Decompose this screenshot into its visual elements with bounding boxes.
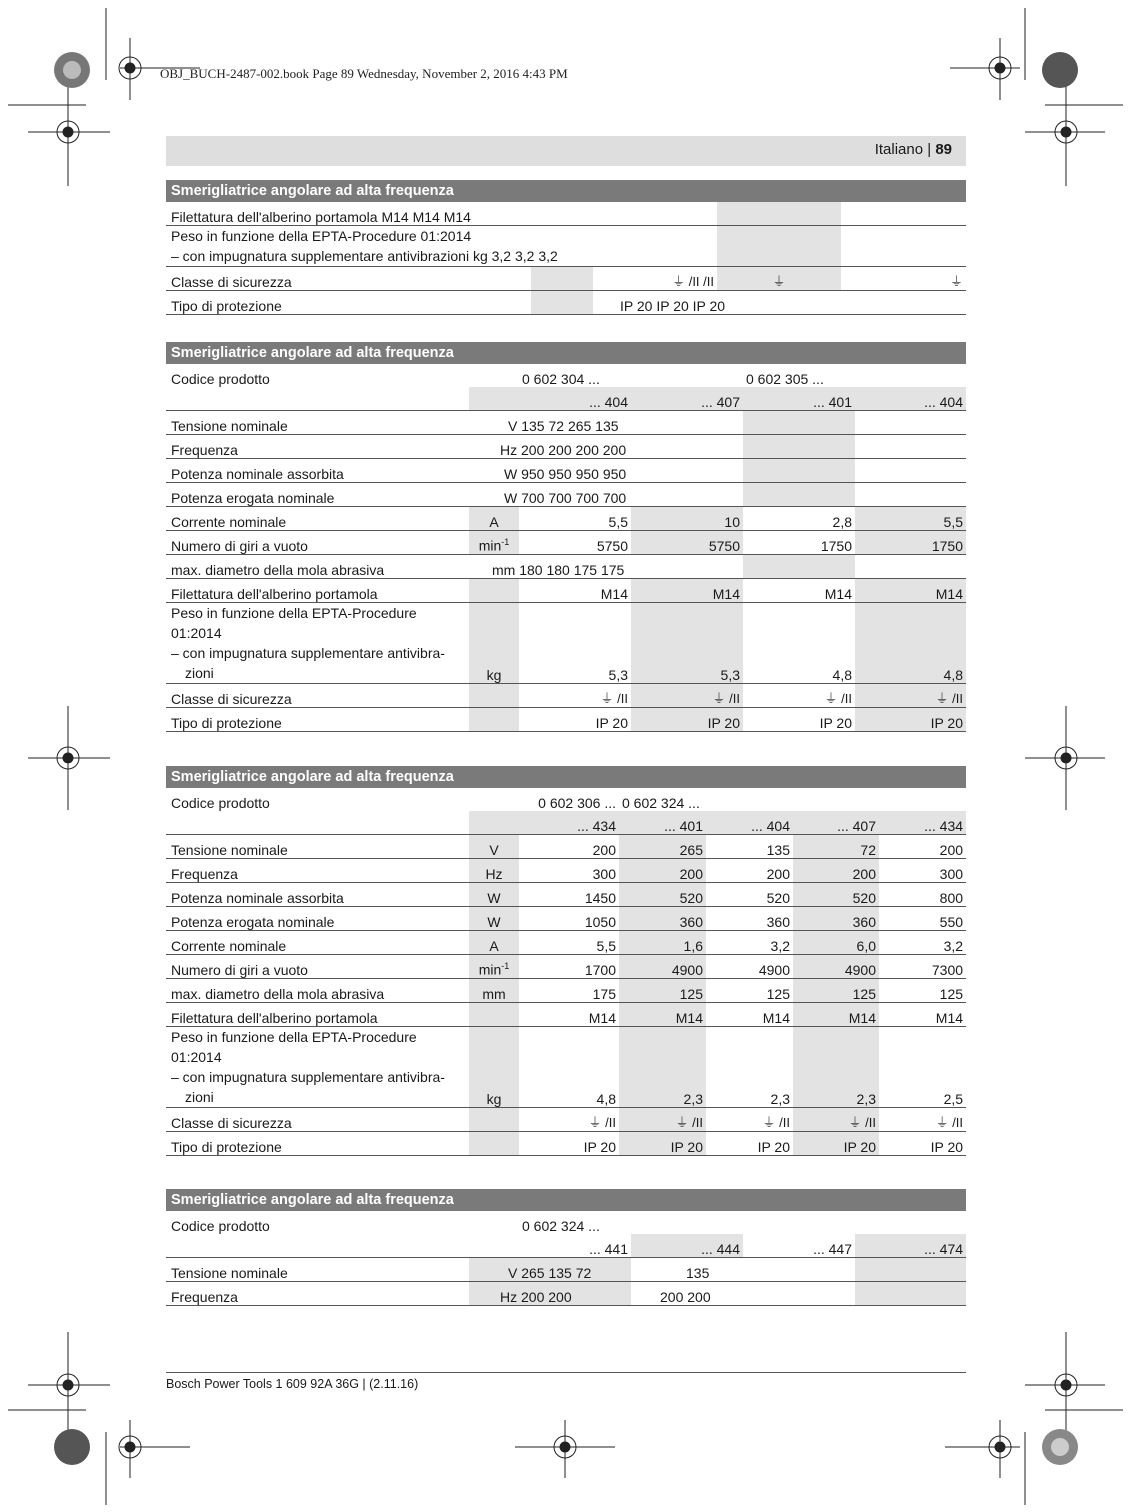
table-row bbox=[166, 507, 966, 531]
footer-text: Bosch Power Tools 1 609 92A 36G | (2.11.16) bbox=[166, 1377, 419, 1391]
table-row bbox=[166, 364, 966, 387]
row-label: Filettatura dell'alberino portamola M14 M14 M14 bbox=[166, 202, 593, 226]
variant-code: ... 407 bbox=[631, 387, 743, 411]
value-cell: 1,6 bbox=[619, 931, 706, 955]
row-label: Potenza nominale assorbita bbox=[166, 459, 469, 483]
value-cell: 5,3 bbox=[519, 603, 631, 684]
table-row bbox=[166, 202, 966, 226]
row-label: Numero di giri a vuoto bbox=[166, 531, 469, 555]
spec-table-4 bbox=[166, 1211, 966, 1306]
value-cell: 175 bbox=[519, 979, 619, 1003]
table-row bbox=[166, 1132, 966, 1156]
table-row bbox=[166, 1258, 966, 1282]
value-cell: IP 20 bbox=[793, 1132, 879, 1156]
value-cell: 1750 bbox=[743, 531, 855, 555]
value-cell: ⏚ /II bbox=[743, 684, 855, 708]
spec-table-1 bbox=[166, 202, 966, 315]
value-cell: 3,2 bbox=[706, 931, 793, 955]
value-cell: 5750 bbox=[631, 531, 743, 555]
table-row bbox=[166, 788, 966, 811]
table-row bbox=[166, 1003, 966, 1027]
value-cell: 300 bbox=[519, 859, 619, 883]
value-cell: mm 180 180 175 175 bbox=[469, 555, 631, 579]
value-cell: ⏚ /II bbox=[855, 684, 966, 708]
spec-section-1 bbox=[166, 180, 966, 315]
row-label: Codice prodotto bbox=[171, 1218, 270, 1234]
row-label: max. diametro della mola abrasiva bbox=[166, 555, 469, 579]
section-title: Smerigliatrice angolare ad alta frequenza bbox=[166, 180, 966, 202]
value-cell: IP 20 bbox=[619, 1132, 706, 1156]
unit-cell: $\min^{-1}$ bbox=[469, 955, 519, 979]
value-cell: 4,8 bbox=[743, 603, 855, 684]
row-label: Tensione nominale bbox=[166, 1258, 469, 1282]
value-cell: ⏚ /II /II bbox=[593, 267, 717, 291]
table-row bbox=[166, 835, 966, 859]
value-cell: M14 bbox=[743, 579, 855, 603]
row-label: max. diametro della mola abrasiva bbox=[166, 979, 469, 1003]
table-row bbox=[166, 483, 966, 507]
value-cell: 5,3 bbox=[631, 603, 743, 684]
unit-cell: V bbox=[469, 835, 519, 859]
value-cell: 2,3 bbox=[793, 1027, 879, 1108]
product-code: 0 602 306 ... bbox=[538, 795, 616, 811]
value-cell: 360 bbox=[793, 907, 879, 931]
unit-cell: Hz bbox=[469, 859, 519, 883]
variant-code: ... 444 bbox=[631, 1234, 743, 1258]
spec-section-3 bbox=[166, 766, 966, 1156]
product-code: 0 602 324 ... bbox=[622, 795, 700, 811]
value-cell: ⏚ /II bbox=[519, 684, 631, 708]
row-label: Codice prodotto bbox=[171, 371, 270, 387]
value-cell: 125 bbox=[706, 979, 793, 1003]
page-footer bbox=[166, 1372, 966, 1391]
value-cell: 5,5 bbox=[519, 931, 619, 955]
table-row bbox=[166, 459, 966, 483]
language-label: Italiano bbox=[874, 141, 924, 158]
row-label: Tensione nominale bbox=[166, 835, 469, 859]
value-cell: 1050 bbox=[519, 907, 619, 931]
value-cell: IP 20 bbox=[743, 708, 855, 732]
variant-code: ... 404 bbox=[519, 387, 631, 411]
value-cell: IP 20 bbox=[519, 1132, 619, 1156]
row-label: Potenza erogata nominale bbox=[166, 483, 469, 507]
variant-code: ... 441 bbox=[519, 1234, 631, 1258]
value-cell: 4,8 bbox=[855, 603, 966, 684]
value-cell: 520 bbox=[793, 883, 879, 907]
table-row bbox=[166, 387, 966, 411]
table-row bbox=[166, 531, 966, 555]
value-cell: 10 bbox=[631, 507, 743, 531]
section-title: Smerigliatrice angolare ad alta frequenza bbox=[166, 766, 966, 788]
value-cell: 2,8 bbox=[743, 507, 855, 531]
table-row bbox=[166, 1234, 966, 1258]
value-cell: 200 bbox=[879, 835, 966, 859]
row-label: Frequenza bbox=[166, 859, 469, 883]
variant-code: ... 401 bbox=[743, 387, 855, 411]
value-cell: 360 bbox=[619, 907, 706, 931]
table-row bbox=[166, 931, 966, 955]
row-label: Peso in funzione della EPTA-Procedure 01:2014 – con impugnatura supplementare antivibrazioni kg 3,2 3,2 3,2 bbox=[166, 226, 593, 267]
unit-cell: mm bbox=[469, 979, 519, 1003]
row-label: Tensione nominale bbox=[166, 411, 469, 435]
value-cell: 4,8 bbox=[519, 1027, 619, 1108]
table-row bbox=[166, 1108, 966, 1132]
value-cell: 125 bbox=[879, 979, 966, 1003]
spec-section-2 bbox=[166, 342, 966, 732]
value-cell: ⏚ /II bbox=[793, 1108, 879, 1132]
page-label bbox=[875, 141, 952, 158]
value-cell: 125 bbox=[619, 979, 706, 1003]
row-label: Potenza erogata nominale bbox=[166, 907, 469, 931]
variant-code: ... 474 bbox=[855, 1234, 966, 1258]
value-cell: 135 bbox=[706, 835, 793, 859]
unit-cell: A bbox=[469, 507, 519, 531]
value-cell: W 700 700 700 700 bbox=[469, 483, 631, 507]
value-cell: IP 20 IP 20 IP 20 bbox=[593, 291, 841, 315]
value-cell: ⏚ /II bbox=[631, 684, 743, 708]
value-cell: IP 20 bbox=[879, 1132, 966, 1156]
value-cell: Hz 200 200 200 200 bbox=[469, 435, 631, 459]
row-label: Corrente nominale bbox=[166, 507, 469, 531]
value-cell: 550 bbox=[879, 907, 966, 931]
value-cell: ⏚ bbox=[717, 267, 841, 291]
value-cell: 4900 bbox=[793, 955, 879, 979]
page-number: 89 bbox=[935, 141, 952, 158]
value-cell: 1750 bbox=[855, 531, 966, 555]
table-row bbox=[166, 267, 966, 291]
product-code: 0 602 324 ... bbox=[522, 1218, 600, 1234]
table-row bbox=[166, 1027, 966, 1108]
table-row bbox=[166, 979, 966, 1003]
value-cell: 2,3 bbox=[619, 1027, 706, 1108]
spec-table-3 bbox=[166, 788, 966, 1156]
value-cell: 6,0 bbox=[793, 931, 879, 955]
table-row bbox=[166, 1211, 966, 1234]
value-cell: 5,5 bbox=[519, 507, 631, 531]
row-label: Filettatura dell'alberino portamola bbox=[166, 1003, 469, 1027]
value-cell: ⏚ bbox=[841, 267, 966, 291]
unit-cell: A bbox=[469, 931, 519, 955]
table-row bbox=[166, 226, 966, 267]
row-label: Frequenza bbox=[166, 435, 469, 459]
value-cell: 7300 bbox=[879, 955, 966, 979]
unit-cell: W bbox=[469, 883, 519, 907]
value-cell: V 135 72 265 135 bbox=[469, 411, 631, 435]
value-cell: Hz 200 200 bbox=[469, 1282, 631, 1306]
value-cell: 520 bbox=[706, 883, 793, 907]
variant-code: ... 401 bbox=[619, 811, 706, 835]
row-label: Tipo di protezione bbox=[166, 708, 469, 732]
table-row bbox=[166, 555, 966, 579]
value-cell: M14 bbox=[706, 1003, 793, 1027]
value-cell: M14 bbox=[519, 1003, 619, 1027]
value-cell: 360 bbox=[706, 907, 793, 931]
value-cell: ⏚ /II bbox=[519, 1108, 619, 1132]
page-header bbox=[166, 136, 966, 166]
table-row bbox=[166, 579, 966, 603]
variant-code: ... 404 bbox=[706, 811, 793, 835]
table-row bbox=[166, 291, 966, 315]
unit-cell: W bbox=[469, 907, 519, 931]
row-label: Peso in funzione della EPTA-Procedure 01:2014 – con impugnatura supplementare antivibra- zioni bbox=[166, 1027, 469, 1108]
value-cell: IP 20 bbox=[519, 708, 631, 732]
value-cell: 72 bbox=[793, 835, 879, 859]
value-cell: V 265 135 72 bbox=[469, 1258, 631, 1282]
value-cell: ⏚ /II bbox=[706, 1108, 793, 1132]
row-label: Tipo di protezione bbox=[166, 1132, 469, 1156]
row-label: Frequenza bbox=[166, 1282, 469, 1306]
value-cell: M14 bbox=[793, 1003, 879, 1027]
header-separator: | bbox=[923, 141, 936, 158]
value-cell: 300 bbox=[879, 859, 966, 883]
row-label: Filettatura dell'alberino portamola bbox=[166, 579, 469, 603]
value-cell: 4900 bbox=[706, 955, 793, 979]
value-cell: ⏚ /II bbox=[879, 1108, 966, 1132]
section-title: Smerigliatrice angolare ad alta frequenza bbox=[166, 342, 966, 364]
value-cell: 265 bbox=[619, 835, 706, 859]
table-row bbox=[166, 955, 966, 979]
value-cell: M14 bbox=[879, 1003, 966, 1027]
variant-code: ... 404 bbox=[855, 387, 966, 411]
value-cell: 200 200 bbox=[631, 1282, 743, 1306]
value-cell: 2,3 bbox=[706, 1027, 793, 1108]
value-cell: 200 bbox=[793, 859, 879, 883]
row-label: Potenza nominale assorbita bbox=[166, 883, 469, 907]
unit-cell: kg bbox=[469, 1027, 519, 1108]
value-cell: IP 20 bbox=[855, 708, 966, 732]
value-cell: M14 bbox=[619, 1003, 706, 1027]
value-cell: 1450 bbox=[519, 883, 619, 907]
table-row bbox=[166, 907, 966, 931]
value-cell: M14 bbox=[855, 579, 966, 603]
variant-code: ... 434 bbox=[519, 811, 619, 835]
row-label: Numero di giri a vuoto bbox=[166, 955, 469, 979]
product-code: 0 602 304 ... bbox=[522, 371, 600, 387]
table-row bbox=[166, 811, 966, 835]
file-info-line: OBJ_BUCH-2487-002.book Page 89 Wednesday, November 2, 2016 4:43 PM bbox=[160, 66, 568, 81]
section-title: Smerigliatrice angolare ad alta frequenza bbox=[166, 1189, 966, 1211]
value-cell: 200 bbox=[706, 859, 793, 883]
row-label: Codice prodotto bbox=[171, 795, 270, 811]
value-cell: 5,5 bbox=[855, 507, 966, 531]
variant-code: ... 434 bbox=[879, 811, 966, 835]
value-cell: 1700 bbox=[519, 955, 619, 979]
value-cell: IP 20 bbox=[631, 708, 743, 732]
row-label: Classe di sicurezza bbox=[166, 267, 531, 291]
table-row bbox=[166, 603, 966, 684]
value-cell: M14 bbox=[519, 579, 631, 603]
value-cell: 125 bbox=[793, 979, 879, 1003]
product-code: 0 602 305 ... bbox=[746, 371, 824, 387]
table-row bbox=[166, 859, 966, 883]
table-row bbox=[166, 708, 966, 732]
row-label: Tipo di protezione bbox=[166, 291, 531, 315]
value-cell: 2,5 bbox=[879, 1027, 966, 1108]
table-row bbox=[166, 1282, 966, 1306]
spec-table-2 bbox=[166, 364, 966, 732]
row-label: Classe di sicurezza bbox=[166, 684, 469, 708]
variant-code: ... 407 bbox=[793, 811, 879, 835]
row-label: Peso in funzione della EPTA-Procedure 01:2014 – con impugnatura supplementare antivibra- zioni bbox=[166, 603, 469, 684]
value-cell: ⏚ /II bbox=[619, 1108, 706, 1132]
value-cell: 800 bbox=[879, 883, 966, 907]
value-cell: 520 bbox=[619, 883, 706, 907]
value-cell: 4900 bbox=[619, 955, 706, 979]
unit-cell: kg bbox=[469, 603, 519, 684]
table-row bbox=[166, 684, 966, 708]
variant-code: ... 447 bbox=[743, 1234, 855, 1258]
spec-section-4 bbox=[166, 1189, 966, 1306]
value-cell: IP 20 bbox=[706, 1132, 793, 1156]
table-row bbox=[166, 435, 966, 459]
value-cell: W 950 950 950 950 bbox=[469, 459, 631, 483]
table-row bbox=[166, 883, 966, 907]
row-label: Classe di sicurezza bbox=[166, 1108, 469, 1132]
table-row bbox=[166, 411, 966, 435]
value-cell: M14 bbox=[631, 579, 743, 603]
unit-cell: $\min^{-1}$ bbox=[469, 531, 519, 555]
value-cell: 3,2 bbox=[879, 931, 966, 955]
value-cell: 200 bbox=[619, 859, 706, 883]
value-cell: 5750 bbox=[519, 531, 631, 555]
value-cell: 135 bbox=[631, 1258, 743, 1282]
value-cell: 200 bbox=[519, 835, 619, 859]
row-label: Corrente nominale bbox=[166, 931, 469, 955]
